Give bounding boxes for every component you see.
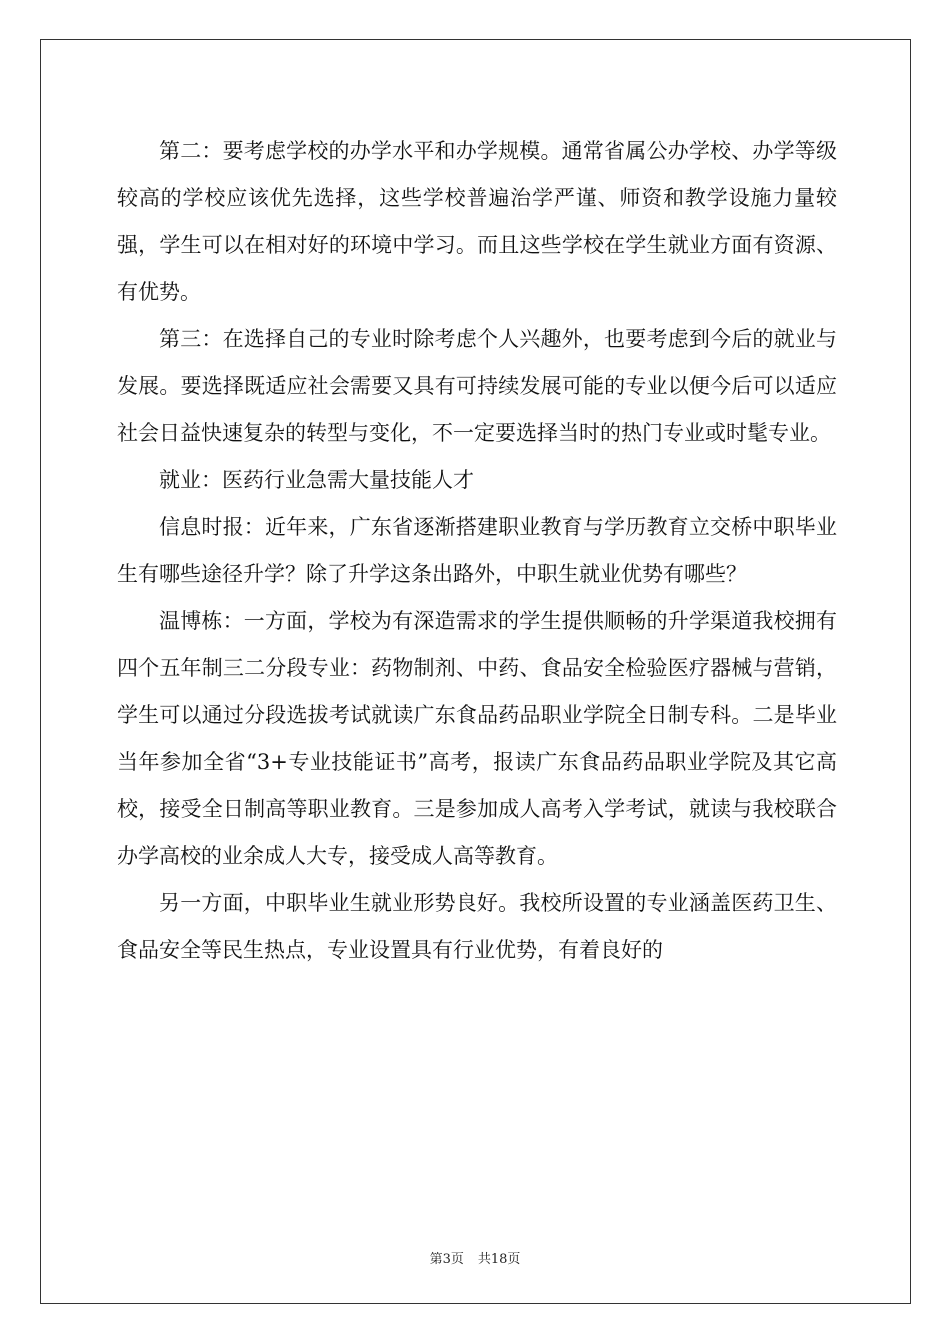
paragraph-employment-outlook: 另一方面，中职毕业生就业形势良好。我校所设置的专业涵盖医药卫生、食品安全等民生热点，专业设置具有行业优势，有着良好的 — [117, 891, 837, 962]
page-total: 共18页 — [477, 1252, 521, 1267]
paragraph-employment-heading: 就业：医药行业急需大量技能人才 — [159, 468, 474, 492]
paragraph-third-point: 第三：在选择自己的专业时除考虑个人兴趣外，也要考虑到今后的就业与发展。要选择既适应社会需要又具有可持续发展可能的专业以便今后可以适应社会日益快速复杂的转型与变化，不一定要选择当时的热门专业或时髦专业。 — [117, 327, 837, 445]
page-footer — [0, 1248, 950, 1267]
paragraph-interview-question: 信息时报：近年来，广东省逐渐搭建职业教育与学历教育立交桥中职毕业生有哪些途径升学？除了升学这条出路外，中职生就业优势有哪些？ — [117, 515, 837, 586]
paragraph-second-point: 第二：要考虑学校的办学水平和办学规模。通常省属公办学校、办学等级较高的学校应该优先选择，这些学校普遍治学严谨、师资和教学设施力量较强，学生可以在相对好的环境中学习。而且这些学校在学生就业方面有资源、有优势。 — [117, 139, 837, 304]
document-body — [117, 128, 837, 974]
page-number: 第3页 — [429, 1252, 464, 1267]
paragraph-interview-answer: 温博栋：一方面，学校为有深造需求的学生提供顺畅的升学渠道我校拥有四个五年制三二分段专业：药物制剂、中药、食品安全检验医疗器械与营销，学生可以通过分段选拔考试就读广东食品药品职业学院全日制专科。二是毕业当年参加全省“3+专业技能证书”高考，报读广东食品药品职业学院及其它高校，接受全日制高等职业教育。三是参加成人高考入学考试，就读与我校联合办学高校的业余成人大专，接受成人高等教育。 — [117, 609, 837, 868]
